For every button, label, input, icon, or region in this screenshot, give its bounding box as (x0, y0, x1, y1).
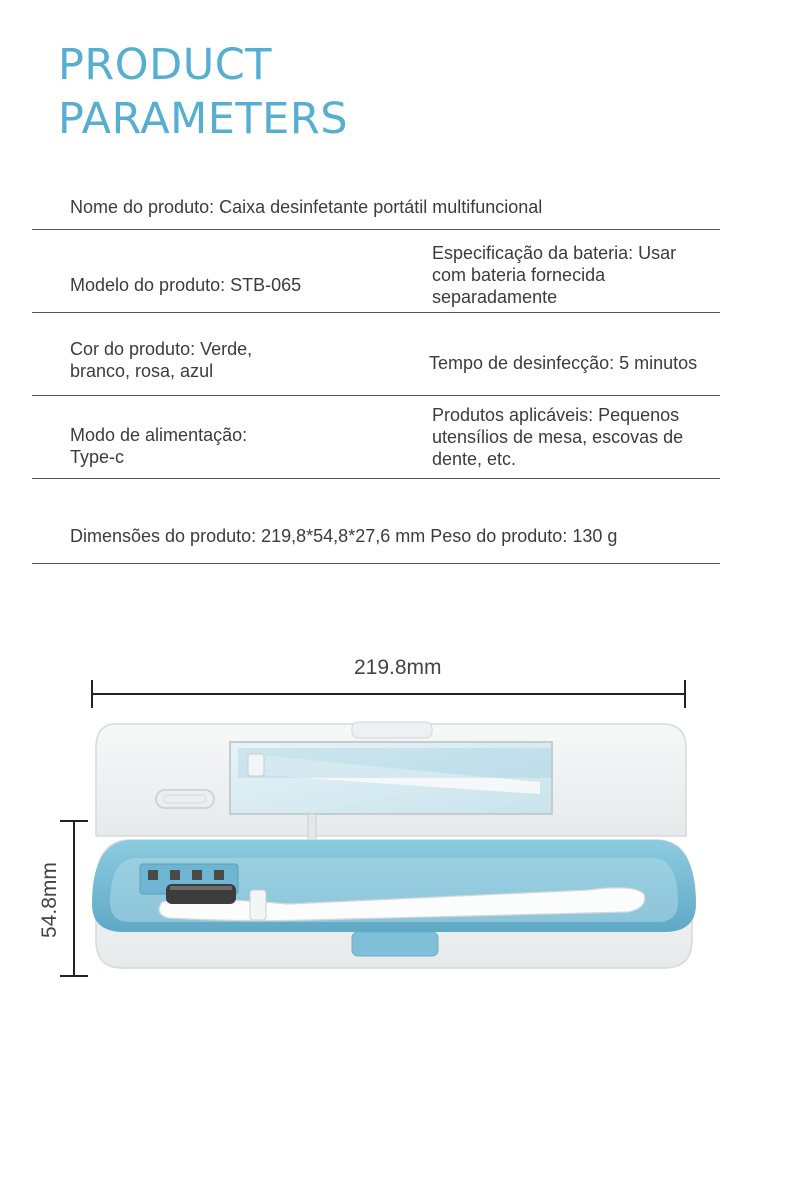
case-lid (96, 722, 686, 842)
page-title-line-2: PARAMETERS (58, 94, 349, 144)
spec-power-line-2: Type-c (70, 447, 125, 467)
height-dimension-label: 54.8mm (38, 862, 61, 938)
spec-color (70, 338, 252, 382)
spec-applicable-line-3: dente, etc. (432, 449, 517, 469)
spec-table (32, 186, 720, 564)
disinfection-case-illustration (88, 718, 700, 980)
spec-battery-line-3: separadamente (432, 287, 558, 307)
spec-color-line-2: branco, rosa, azul (70, 361, 214, 381)
spec-row-name (32, 186, 720, 230)
spec-row-model-battery (32, 230, 720, 313)
page-title-line-1: PRODUCT (58, 40, 273, 90)
width-dimension-tick-left (91, 680, 93, 708)
page-title (58, 38, 348, 146)
spec-battery (432, 242, 676, 308)
height-dimension-line (73, 821, 75, 977)
height-dimension-tick-top (60, 820, 88, 822)
spec-power-line-1: Modo de alimentação: (70, 425, 248, 445)
spec-applicable-line-1: Produtos aplicáveis: Pequenos (432, 405, 680, 425)
spec-disinfection-time: Tempo de desinfecção: 5 minutos (429, 353, 698, 373)
spec-dimensions-weight: Dimensões do produto: 219,8*54,8*27,6 mm Peso do produto: 130 g (70, 526, 618, 546)
spec-row-power-applicable (32, 396, 720, 479)
height-dimension-tick-bottom (60, 975, 88, 977)
spec-battery-line-2: com bateria fornecida (432, 265, 606, 285)
spec-row-dimensions (32, 479, 720, 564)
spec-product-name: Nome do produto: Caixa desinfetante portátil multifuncional (70, 197, 543, 217)
spec-applicable (432, 404, 683, 470)
spec-product-model: Modelo do produto: STB-065 (70, 275, 302, 295)
spec-applicable-line-2: utensílios de mesa, escovas de (432, 427, 684, 447)
width-dimension-tick-right (684, 680, 686, 708)
width-dimension-label: 219.8mm (354, 656, 442, 679)
width-dimension-line (92, 693, 685, 695)
spec-battery-line-1: Especificação da bateria: Usar (432, 243, 677, 263)
spec-row-color-time (32, 313, 720, 396)
spec-power (70, 424, 247, 468)
spec-color-line-1: Cor do produto: Verde, (70, 339, 253, 359)
